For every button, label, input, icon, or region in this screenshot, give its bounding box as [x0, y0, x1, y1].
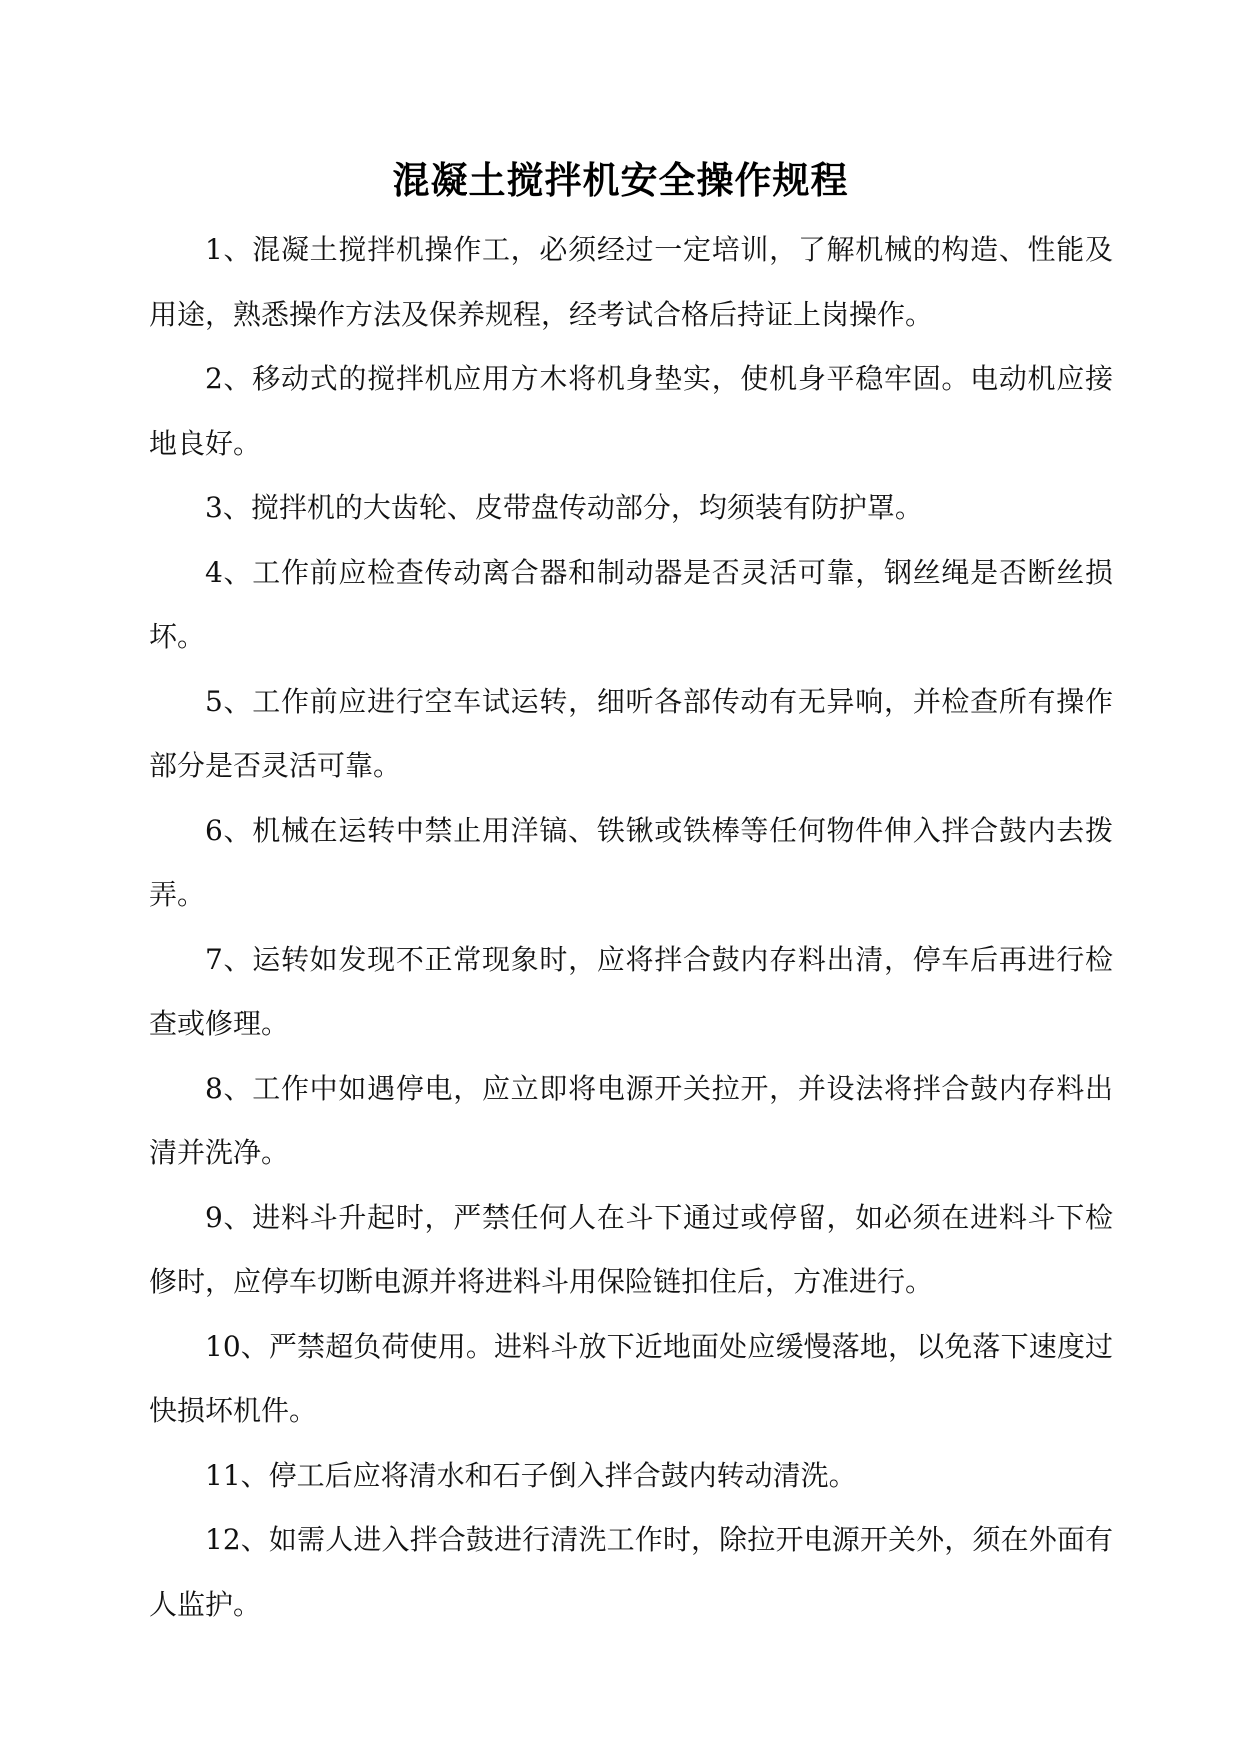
rule-item-9: 9、进料斗升起时，严禁任何人在斗下通过或停留，如必须在进料斗下检修时，应停车切断电源并将进料斗用保险链扣住后，方准进行。 — [149, 1200, 1113, 1298]
document-body — [149, 218, 1113, 1637]
rule-item-6: 6、机械在运转中禁止用洋镐、铁锹或铁棒等任何物件伸入拌合鼓内去拨弄。 — [149, 813, 1113, 911]
rule-item-12: 12、如需人进入拌合鼓进行清洗工作时，除拉开电源开关外，须在外面有人监护。 — [149, 1523, 1113, 1621]
rule-item-2: 2、移动式的搅拌机应用方木将机身垫实，使机身平稳牢固。电动机应接地良好。 — [149, 362, 1113, 460]
rule-item-11: 11、停工后应将清水和石子倒入拌合鼓内转动清洗。 — [205, 1458, 857, 1492]
rule-item-8: 8、工作中如遇停电，应立即将电源开关拉开，并设法将拌合鼓内存料出清并洗净。 — [149, 1071, 1113, 1169]
document-title: 混凝土搅拌机安全操作规程 — [392, 158, 849, 202]
rule-item-1: 1、混凝土搅拌机操作工，必须经过一定培训，了解机械的构造、性能及用途，熟悉操作方法及保养规程，经考试合格后持证上岗操作。 — [149, 233, 1113, 331]
rule-item-3: 3、搅拌机的大齿轮、皮带盘传动部分，均须装有防护罩。 — [205, 491, 923, 524]
rule-item-10: 10、严禁超负荷使用。进料斗放下近地面处应缓慢落地，以免落下速度过快损坏机件。 — [149, 1329, 1113, 1427]
rule-item-5: 5、工作前应进行空车试运转，细听各部传动有无异响，并检查所有操作部分是否灵活可靠。 — [149, 684, 1113, 782]
rule-item-4: 4、工作前应检查传动离合器和制动器是否灵活可靠，钢丝绳是否断丝损坏。 — [149, 555, 1113, 653]
rule-item-7: 7、运转如发现不正常现象时，应将拌合鼓内存料出清，停车后再进行检查或修理。 — [149, 942, 1113, 1040]
